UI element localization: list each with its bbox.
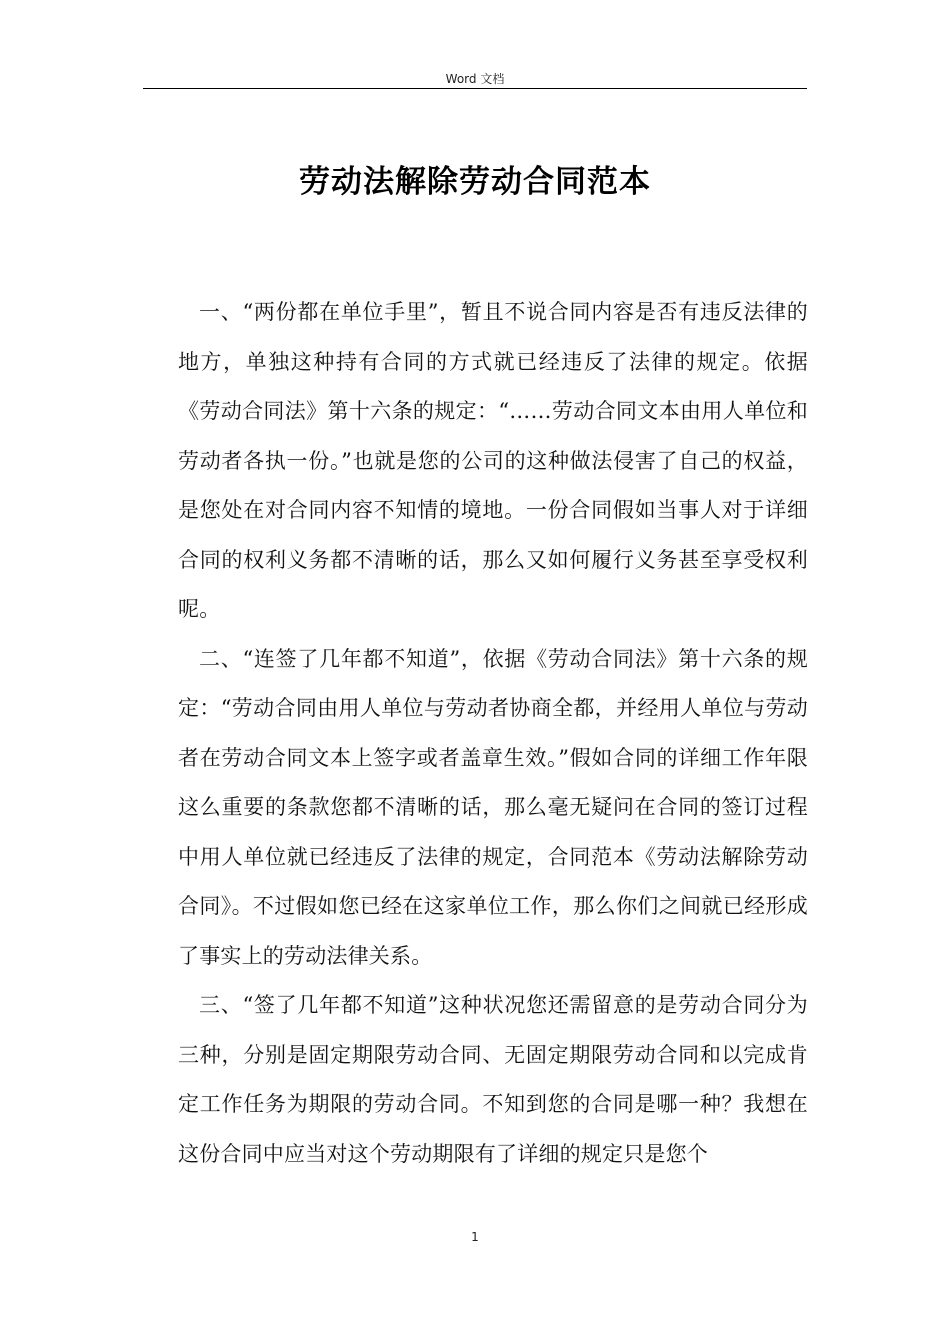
paragraph-3: 三、“签了几年都不知道”这种状况您还需留意的是劳动合同分为三种，分别是固定期限劳动合同、无固定期限劳动合同和以完成肯定工作任务为期限的劳动合同。不知到您的合同是哪一种？我想在这份合同中应当对这个劳动期限有了详细的规定只是您个 [178, 993, 808, 1166]
paragraph-1: 一、“两份都在单位手里”，暂且不说合同内容是否有违反法律的地方，单独这种持有合同的方式就已经违反了法律的规定。依据《劳动合同法》第十六条的规定：“……劳动合同文本由用人单位和劳动者各执一份。”也就是您的公司的这种做法侵害了自己的权益，是您处在对合同内容不知情的境地。一份合同假如当事人对于详细合同的权利义务都不清晰的话，那么又如何履行义务甚至享受权利呢。 [178, 300, 808, 621]
paragraph-2: 二、“连签了几年都不知道”，依据《劳动合同法》第十六条的规定：“劳动合同由用人单位与劳动者协商全都，并经用人单位与劳动者在劳动合同文本上签字或者盖章生效。”假如合同的详细工作年限这么重要的条款您都不清晰的话，那么毫无疑问在合同的签订过程中用人单位就已经违反了法律的规定，合同范本《劳动法解除劳动合同》。不过假如您已经在这家单位工作，那么你们之间就已经形成了事实上的劳动法律关系。 [178, 646, 808, 968]
document-body [178, 288, 808, 1179]
header-divider [143, 88, 807, 89]
document-title: 劳动法解除劳动合同范本 [299, 164, 651, 200]
page-number: 1 [471, 1230, 479, 1244]
page-header: Word 文档 [445, 72, 505, 86]
